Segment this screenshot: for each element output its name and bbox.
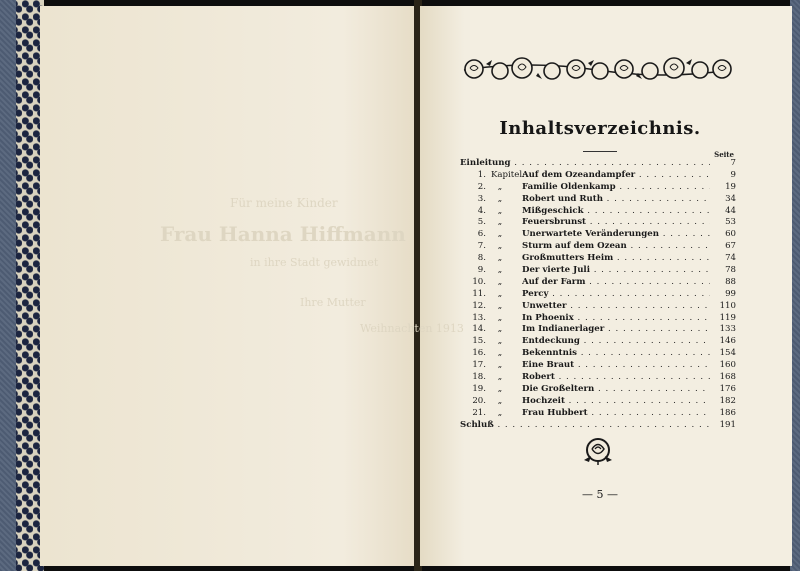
chapter-number: 11. bbox=[472, 288, 486, 299]
chapter-label: „ bbox=[497, 324, 503, 335]
toc-entry bbox=[460, 206, 736, 218]
chapter-label: „ bbox=[497, 181, 503, 192]
chapter-title: Auf dem Ozeandampfer . . . bbox=[522, 170, 710, 182]
chapter-label: „ bbox=[497, 395, 503, 406]
toc-entry bbox=[460, 336, 736, 348]
chapter-label: „ bbox=[497, 336, 503, 347]
chapter-label: „ bbox=[497, 193, 503, 204]
chapter-title: Frau Hubbert . . . bbox=[522, 408, 710, 420]
chapter-page: 160 bbox=[719, 360, 736, 371]
show-through-line-5: Weihnachten 1913 bbox=[360, 322, 464, 335]
chapter-page: 53 bbox=[725, 217, 736, 228]
chapter-number: 12. bbox=[472, 300, 486, 311]
chapter-number: 20. bbox=[472, 395, 486, 406]
chapter-number: 1. bbox=[477, 169, 486, 180]
chapter-number: 21. bbox=[472, 407, 486, 418]
chapter-title: Auf der Farm . . . bbox=[522, 277, 710, 289]
chapter-number: 5. bbox=[477, 217, 486, 228]
toc-entry bbox=[460, 324, 736, 336]
chapter-title: Schluß . . . bbox=[460, 420, 710, 432]
chapter-page: 7 bbox=[730, 158, 736, 168]
chapter-number: 17. bbox=[472, 360, 486, 371]
page-column-label: Seite bbox=[714, 150, 734, 159]
toc-entry bbox=[460, 229, 736, 241]
toc-entry bbox=[460, 396, 736, 408]
toc-entry bbox=[460, 313, 736, 325]
chapter-number: 10. bbox=[472, 276, 486, 287]
chapter-number: 19. bbox=[472, 383, 486, 394]
toc-entry bbox=[460, 253, 736, 265]
chapter-page: 119 bbox=[719, 312, 736, 323]
chapter-title: Hochzeit . . . bbox=[522, 396, 710, 408]
chapter-title: Entdeckung . . . bbox=[522, 336, 710, 348]
chapter-title: Percy . . . bbox=[522, 289, 710, 301]
chapter-page: 133 bbox=[719, 324, 736, 335]
chapter-title: Der vierte Juli . . . bbox=[522, 265, 710, 277]
toc-entry bbox=[460, 408, 736, 420]
chapter-title: Bekenntnis . . . bbox=[522, 348, 710, 360]
chapter-number: 7. bbox=[477, 241, 486, 252]
chapter-page: 78 bbox=[725, 265, 736, 276]
chapter-title: Familie Oldenkamp . . . bbox=[522, 182, 710, 194]
chapter-label: „ bbox=[497, 383, 503, 394]
chapter-title: Im Indianerlager . . . bbox=[522, 324, 710, 336]
title-rule bbox=[583, 151, 617, 152]
chapter-title: In Phoenix . . . bbox=[522, 313, 710, 325]
chapter-number: 13. bbox=[472, 312, 486, 323]
toc-entry bbox=[460, 360, 736, 372]
chapter-number: 3. bbox=[477, 193, 486, 204]
chapter-number: 15. bbox=[472, 336, 486, 347]
chapter-title: Einleitung . . . bbox=[460, 158, 710, 170]
chapter-page: 88 bbox=[725, 276, 736, 287]
toc-entry bbox=[460, 241, 736, 253]
chapter-title: Mißgeschick . . . bbox=[522, 206, 710, 218]
chapter-label: „ bbox=[497, 288, 503, 299]
chapter-title: Sturm auf dem Ozean . . . bbox=[522, 241, 710, 253]
chapter-label: „ bbox=[497, 300, 503, 311]
chapter-number: 4. bbox=[477, 205, 486, 216]
toc-entry bbox=[460, 289, 736, 301]
chapter-title: Unerwartete Veränderungen . . . bbox=[522, 229, 710, 241]
chapter-page: 67 bbox=[725, 241, 736, 252]
contents-title: Inhaltsverzeichnis. bbox=[499, 118, 701, 139]
chapter-label: „ bbox=[497, 205, 503, 216]
toc-entry bbox=[460, 182, 736, 194]
chapter-title: Die Großeltern . . . bbox=[522, 384, 710, 396]
chapter-label: „ bbox=[497, 372, 503, 383]
chapter-page: 154 bbox=[719, 348, 736, 359]
show-through-line-2: Frau Hanna Hiffmann bbox=[160, 222, 406, 246]
rose-garland-ornament-icon bbox=[460, 54, 734, 86]
toc-entry bbox=[460, 348, 736, 360]
chapter-number: 18. bbox=[472, 372, 486, 383]
toc-entry bbox=[460, 170, 736, 182]
chapter-page: 34 bbox=[725, 193, 736, 204]
toc-entry bbox=[460, 420, 736, 432]
toc-entry bbox=[460, 217, 736, 229]
chapter-page: 182 bbox=[719, 395, 736, 406]
chapter-label: „ bbox=[497, 348, 503, 359]
chapter-label: Kapitel: bbox=[491, 169, 525, 180]
toc-entry bbox=[460, 277, 736, 289]
chapter-title: Robert . . . bbox=[522, 372, 710, 384]
chapter-number: 9. bbox=[477, 265, 486, 276]
chapter-page: 60 bbox=[725, 229, 736, 240]
chapter-page: 186 bbox=[719, 407, 736, 418]
chapter-page: 99 bbox=[725, 288, 736, 299]
left-page bbox=[40, 6, 418, 566]
chapter-number: 8. bbox=[477, 253, 486, 264]
chapter-label: „ bbox=[497, 276, 503, 287]
show-through-line-4: Ihre Mutter bbox=[300, 296, 366, 309]
toc-entry bbox=[460, 301, 736, 313]
chapter-title: Feuersbrunst . . . bbox=[522, 217, 710, 229]
toc-entry bbox=[460, 384, 736, 396]
chapter-page: 168 bbox=[719, 372, 736, 383]
show-through-line-3: in ihre Stadt gewidmet bbox=[250, 256, 379, 269]
chapter-label: „ bbox=[497, 265, 503, 276]
toc-entry bbox=[460, 158, 736, 170]
chapter-page: 9 bbox=[730, 169, 736, 180]
chapter-label: „ bbox=[497, 360, 503, 371]
table-of-contents bbox=[460, 158, 736, 431]
chapter-page: 146 bbox=[719, 336, 736, 347]
toc-entry bbox=[460, 194, 736, 206]
chapter-page: 19 bbox=[725, 181, 736, 192]
chapter-title: Robert und Ruth . . . bbox=[522, 194, 710, 206]
chapter-number: 16. bbox=[472, 348, 486, 359]
toc-entry bbox=[460, 372, 736, 384]
chapter-page: 110 bbox=[719, 300, 736, 311]
chapter-page: 74 bbox=[725, 253, 736, 264]
chapter-label: „ bbox=[497, 229, 503, 240]
chapter-label: „ bbox=[497, 312, 503, 323]
chapter-title: Unwetter . . . bbox=[522, 301, 710, 313]
toc-entry bbox=[460, 265, 736, 277]
chapter-page: 191 bbox=[719, 419, 736, 430]
chapter-number: 6. bbox=[477, 229, 486, 240]
rose-vignette-icon bbox=[580, 436, 616, 466]
chapter-label: „ bbox=[497, 407, 503, 418]
chapter-number: 2. bbox=[477, 181, 486, 192]
chapter-number: 14. bbox=[472, 324, 486, 335]
chapter-title: Eine Braut . . . bbox=[522, 360, 710, 372]
chapter-label: „ bbox=[497, 253, 503, 264]
cover-cloth-left bbox=[0, 0, 16, 571]
chapter-page: 44 bbox=[725, 205, 736, 216]
chapter-page: 176 bbox=[719, 383, 736, 394]
show-through-line-1: Für meine Kinder bbox=[230, 196, 338, 210]
chapter-label: „ bbox=[497, 241, 503, 252]
page-number: — 5 — bbox=[582, 488, 618, 501]
chapter-label: „ bbox=[497, 217, 503, 228]
chapter-title: Großmutters Heim . . . bbox=[522, 253, 710, 265]
